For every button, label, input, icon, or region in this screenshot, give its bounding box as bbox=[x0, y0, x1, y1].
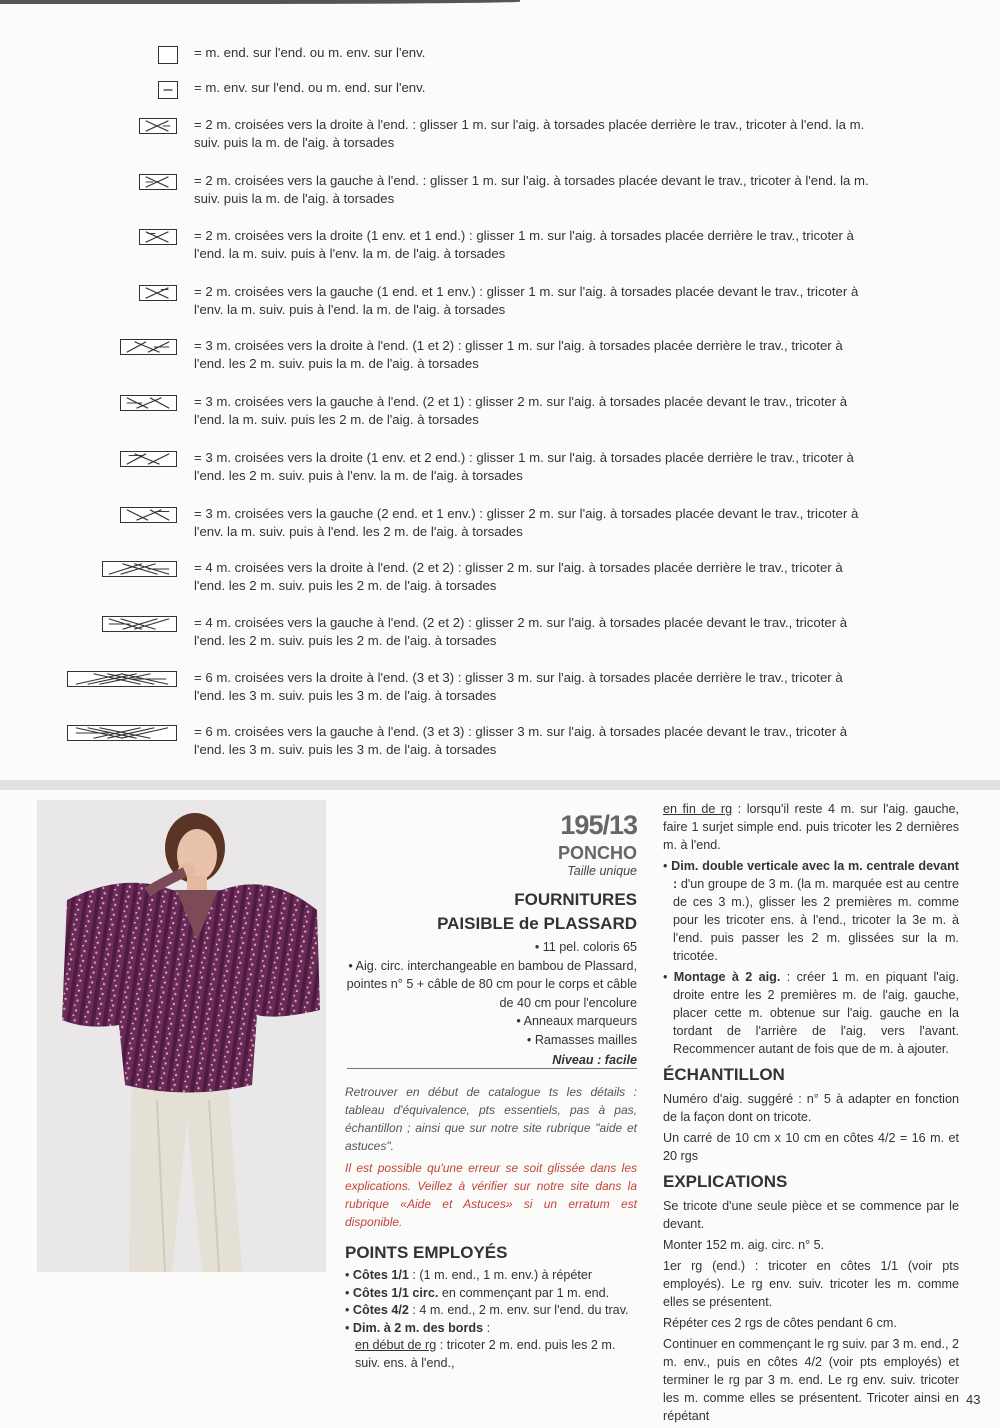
cross-3-left-purl-icon bbox=[120, 507, 177, 523]
points-list bbox=[345, 1267, 637, 1372]
fournitures-item: • Ramasses mailles bbox=[526, 1032, 637, 1047]
dim-double-paragraph: • Dim. double verticale avec la m. centrale devant : d'un groupe de 3 m. (la m. marquée est au centre de ces 3 m.), glisser les 2 premières m. comme pour les tricoter ens. à l'end., tricoter la 3e m. à l'end. puis passer les 2 m. glissées sur la m. tricotée. bbox=[663, 859, 959, 963]
points-heading: POINTS EMPLOYÉS bbox=[345, 1243, 508, 1262]
model-photo bbox=[37, 800, 326, 1272]
blank-box-icon bbox=[158, 46, 178, 64]
pattern-number: 195/13 bbox=[560, 810, 637, 840]
yarn-heading: PAISIBLE de PLASSARD bbox=[437, 914, 637, 933]
legend-text: = 2 m. croisées vers la gauche (1 end. et 1 env.) : glisser 1 m. sur l'aig. à torsades placée devant le trav., tricoter à l'env. la m. suiv. puis à l'end. la m. de l'aig. à torsades bbox=[194, 284, 859, 317]
fournitures-item: • 11 pel. coloris 65 bbox=[534, 940, 637, 954]
explications-paragraph: 1er rg (end.) : tricoter en côtes 1/1 (voir pts employés). Le rg env. suiv. tricoter les m. comme elles se présentent. bbox=[663, 1259, 959, 1309]
dash-box-icon bbox=[158, 81, 178, 99]
cross-6-left-icon bbox=[67, 725, 177, 741]
pattern-title: PONCHO bbox=[557, 843, 637, 863]
fournitures-item: • Anneaux marqueurs bbox=[516, 1014, 637, 1028]
cross-4-right-icon bbox=[102, 561, 177, 577]
legend-text: = 4 m. croisées vers la droite à l'end. (2 et 2) : glisser 2 m. sur l'aig. à torsades placée derrière le trav., tricoter à l'end. les 2 m. suiv. puis les 2 m. de l'aig. à torsades bbox=[194, 560, 843, 593]
point-item: • Côtes 4/2 : 4 m. end., 2 m. env. sur l'end. du trav. bbox=[345, 1303, 629, 1317]
legend-text: = 4 m. croisées vers la gauche à l'end. (2 et 2) : glisser 2 m. sur l'aig. à torsades placée devant le trav., tricoter à l'end. les 2 m. suiv. puis les 2 m. de l'aig. à torsades bbox=[194, 615, 848, 648]
legend-text: = 3 m. croisées vers la droite à l'end. (1 et 2) : glisser 1 m. sur l'aig. à torsades placée derrière le trav., tricoter à l'end. les 2 m. suiv. puis la m. de l'aig. à torsades bbox=[194, 338, 843, 371]
echantillon-heading: ÉCHANTILLON bbox=[663, 1065, 785, 1084]
level-rule bbox=[347, 1068, 637, 1069]
explications-heading: EXPLICATIONS bbox=[663, 1172, 788, 1191]
point-subitem: en début de rg : tricoter 2 m. end. puis les 2 m. suiv. ens. à l'end., bbox=[355, 1338, 616, 1370]
cross-3-left-icon bbox=[120, 395, 177, 411]
explications-paragraph: Continuer en commençant le rg suiv. par 3 m. end., 2 m. env., puis en côtes 4/2 (voir pts employés) et terminer le rg par 3 m. end. Le rg env. suiv. tricoter les m. comme elles se présentent. Tricoter ainsi en répétant bbox=[663, 1337, 959, 1423]
dim-fin-paragraph: en fin de rg : lorsqu'il reste 4 m. sur l'aig. gauche, faire 1 surjet simple end. puis tricoter les 2 dernières m. à l'end. bbox=[663, 802, 959, 852]
fournitures-item: pointes n° 5 + câble de 80 cm pour le corps et câble bbox=[346, 977, 637, 991]
echantillon-paragraph: Un carré de 10 cm x 10 cm en côtes 4/2 = 16 m. et 20 rgs bbox=[663, 1131, 959, 1163]
difficulty-level: Niveau : facile bbox=[552, 1053, 637, 1067]
page-edge-shadow bbox=[0, 0, 520, 4]
legend-text: = 2 m. croisées vers la droite (1 env. et 1 end.) : glisser 1 m. sur l'aig. à torsades placée derrière le trav., tricoter à l'end. la m. suiv. puis à l'env. la m. de l'aig. à torsades bbox=[194, 228, 854, 261]
legend-text: = 2 m. croisées vers la gauche à l'end. : glisser 1 m. sur l'aig. à torsades placée devant le trav., tricoter à l'end. la m. suiv. puis la m. de l'aig. à torsades bbox=[194, 173, 869, 206]
pattern-header-column bbox=[345, 800, 637, 1372]
legend-text: = m. env. sur l'end. ou m. end. sur l'env. bbox=[194, 80, 426, 95]
fournitures-item: • Aig. circ. interchangeable en bambou de Plassard, bbox=[348, 958, 637, 973]
fournitures-list bbox=[345, 938, 637, 1049]
fournitures-item: de 40 cm pour l'encolure bbox=[499, 995, 637, 1010]
erratum-note: Il est possible qu'une erreur se soit glissée dans les explications. Veillez à vérifier sur notre site dans la rubrique «Aide et Astuces» si un erratum est disponible. bbox=[345, 1161, 637, 1229]
montage-paragraph: • Montage à 2 aig. : créer 1 m. en piquant l'aig. droite entre les 2 premières m. de l'aig. gauche, placer cette m. obtenue sur l'aig. gauche en la tordant de l'arrière de l'aig. vers l'avant. Recommencer autant de fois que de m. à ajouter. bbox=[663, 970, 959, 1056]
explications-paragraph: Répéter ces 2 rgs de côtes pendant 6 cm. bbox=[663, 1316, 897, 1330]
legend-text: = 6 m. croisées vers la gauche à l'end. (3 et 3) : glisser 3 m. sur l'aig. à torsades placée devant le trav., tricoter à l'end. les 3 m. suiv. puis les 3 m. de l'aig. à torsades bbox=[194, 724, 848, 757]
point-item: • Dim. à 2 m. des bords : bbox=[345, 1320, 491, 1335]
echantillon-paragraph: Numéro d'aig. suggéré : n° 5 à adapter en fonction de la façon dont on tricote. bbox=[663, 1092, 959, 1124]
legend-text: = 3 m. croisées vers la gauche (2 end. et 1 env.) : glisser 2 m. sur l'aig. à torsades placée devant le trav., tricoter à l'env. la m. suiv. puis à l'end. les 2 m. de l'aig. à torsades bbox=[194, 506, 859, 539]
fournitures-heading: FOURNITURES bbox=[514, 890, 637, 909]
cross-2-right-purl-icon bbox=[139, 229, 177, 245]
legend-text: = 6 m. croisées vers la droite à l'end. (3 et 3) : glisser 3 m. sur l'aig. à torsades placée derrière le trav., tricoter à l'end. les 3 m. suiv. puis les 3 m. de l'aig. à torsades bbox=[194, 670, 843, 703]
legend-text: = 3 m. croisées vers la droite (1 env. et 2 end.) : glisser 1 m. sur l'aig. à torsades placée derrière le trav., tricoter à l'end. les 2 m. suiv. puis à l'env. la m. de l'aig. à torsades bbox=[194, 450, 854, 483]
explications-paragraph: Se tricote d'une seule pièce et se commence par le devant. bbox=[663, 1199, 959, 1231]
section-divider bbox=[0, 780, 1000, 790]
cross-3-right-icon bbox=[120, 339, 177, 355]
cross-6-right-icon bbox=[67, 671, 177, 687]
page-number: 43 bbox=[966, 1392, 981, 1407]
pattern-size: Taille unique bbox=[567, 864, 637, 878]
instructions-column bbox=[663, 800, 959, 1428]
legend-text: = 2 m. croisées vers la droite à l'end. : glisser 1 m. sur l'aig. à torsades placée derrière le trav., tricoter à l'end. la m. suiv. puis la m. de l'aig. à torsades bbox=[194, 117, 865, 150]
legend-text: = m. end. sur l'end. ou m. env. sur l'env. bbox=[194, 45, 426, 60]
cross-4-left-icon bbox=[102, 616, 177, 632]
cross-2-left-purl-icon bbox=[139, 285, 177, 301]
cross-2-left-icon bbox=[139, 174, 177, 190]
cross-3-right-purl-icon bbox=[120, 451, 177, 467]
legend-text: = 3 m. croisées vers la gauche à l'end. (2 et 1) : glisser 2 m. sur l'aig. à torsades placée devant le trav., tricoter à l'end. la m. suiv. puis les 2 m. de l'aig. à torsades bbox=[194, 394, 848, 427]
point-item: • Côtes 1/1 circ. en commençant par 1 m. end. bbox=[345, 1285, 610, 1300]
explications-paragraph: Monter 152 m. aig. circ. n° 5. bbox=[663, 1238, 825, 1252]
catalogue-note: Retrouver en début de catalogue ts les détails : tableau d'équivalence, pts essentiels, pas à pas, échantillon ; ainsi que sur notre site rubrique "aide et astuces". bbox=[345, 1085, 637, 1153]
cross-2-right-icon bbox=[139, 118, 177, 134]
point-item: • Côtes 1/1 : (1 m. end., 1 m. env.) à répéter bbox=[345, 1268, 593, 1282]
